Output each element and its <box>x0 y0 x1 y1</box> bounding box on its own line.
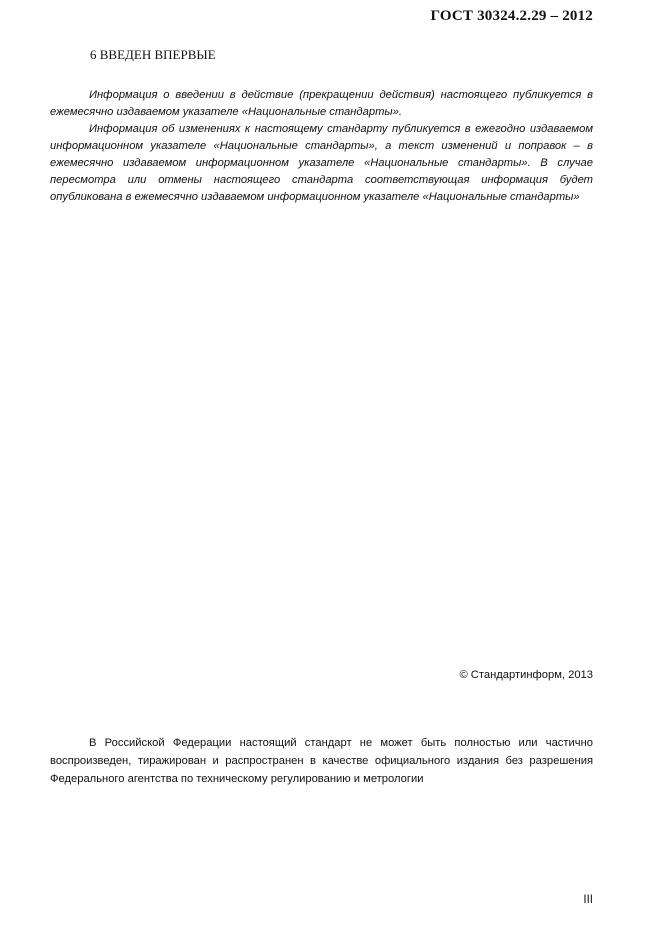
info-paragraph-introduction: Информация о введении в действие (прекращении действия) настоящего публикуется в ежемесячно издаваемом указателе «Национальные стандарты». <box>50 89 593 118</box>
publication-info-block <box>50 87 593 206</box>
legal-notice: В Российской Федерации настоящий стандарт не может быть полностью или частично воспроизведен, тиражирован и распространен в качестве официального издания без разрешения Федерального агентства по техническому регулированию и метрологии <box>50 737 593 785</box>
info-paragraph-amendments: Информация об изменениях к настоящему стандарту публикуется в ежегодно издаваемом информационном указателе «Национальные стандарты», а текст изменений и поправок – в ежемесячно издаваемом информационном указателе «Национальные стандарты». В случае пересмотра или отмены настоящего стандарта соответствующая информация будет опубликована в ежемесячно издаваемом информационном указателе «Национальные стандарты» <box>50 123 593 203</box>
page-number: III <box>583 894 593 906</box>
copyright-notice: © Стандартинформ, 2013 <box>459 669 593 681</box>
section-title: 6 ВВЕДЕН ВПЕРВЫЕ <box>90 47 216 62</box>
document-code: ГОСТ 30324.2.29 – 2012 <box>430 8 593 24</box>
